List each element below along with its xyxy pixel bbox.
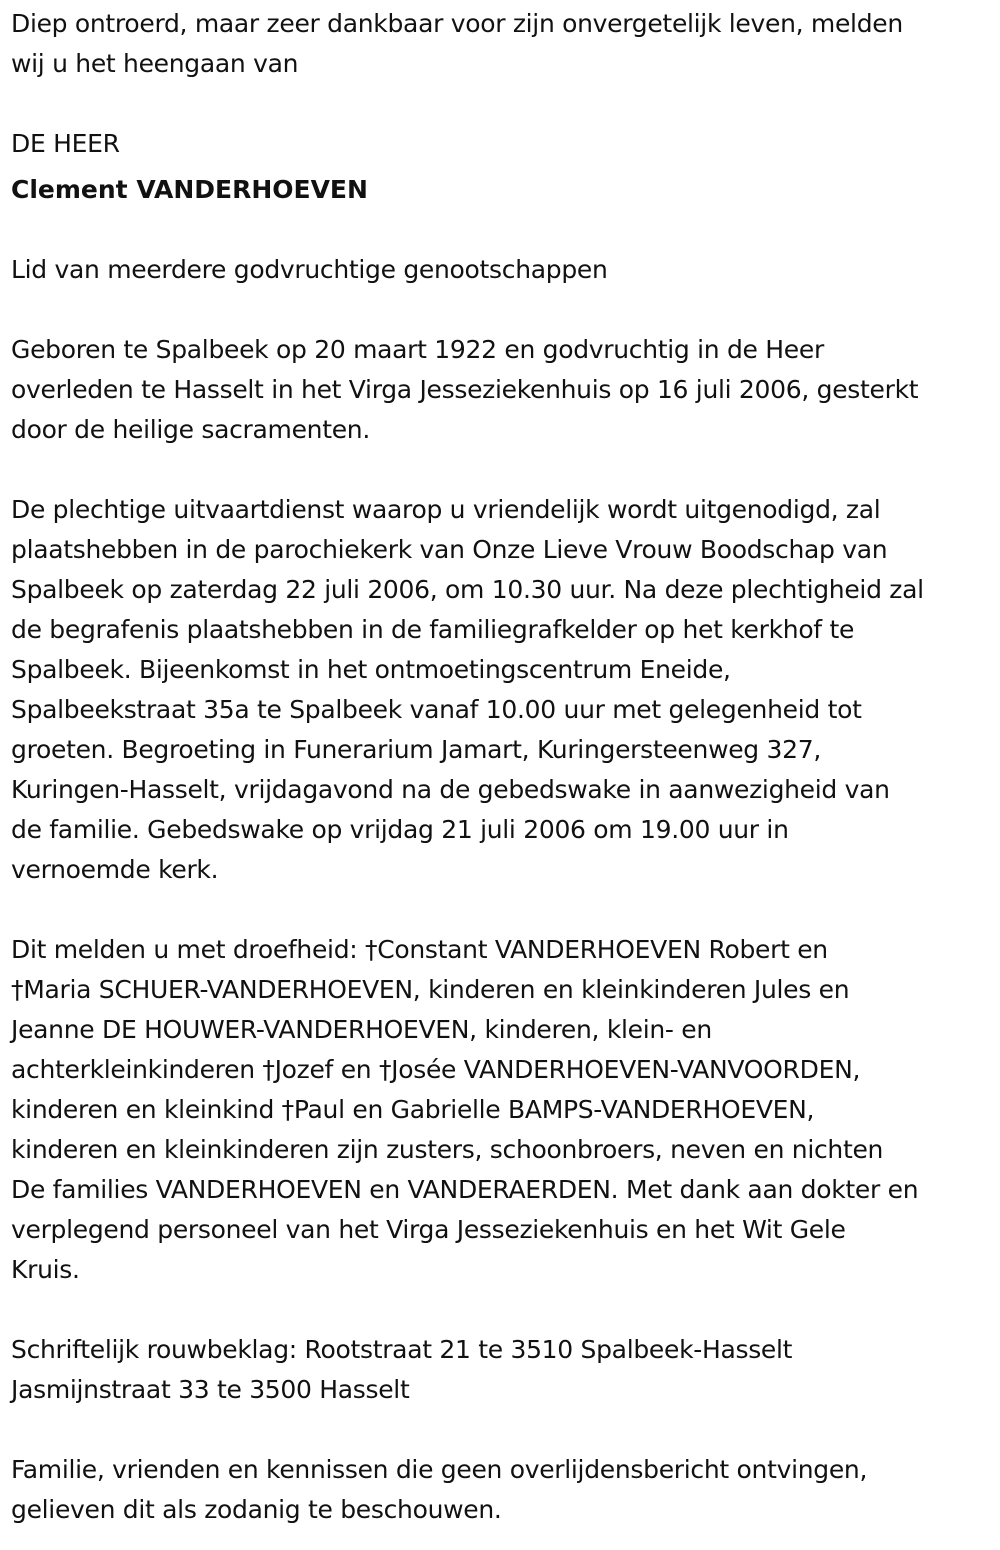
closing-paragraph [11,1450,996,1530]
text-line: Spalbeek op zaterdag 22 juli 2006, om 10.30 uur. Na deze plechtigheid zal [11,575,924,604]
membership-line: Lid van meerdere godvruchtige genootschappen [11,255,608,284]
condolences-paragraph [11,1330,996,1410]
text-line: overleden te Hasselt in het Virga Jesseziekenhuis op 16 juli 2006, gesterkt [11,375,919,404]
text-line: vernoemde kerk. [11,855,219,884]
text-line: Diep ontroerd, maar zeer dankbaar voor zijn onvergetelijk leven, melden [11,9,903,38]
text-line: wij u het heengaan van [11,49,299,78]
text-line: De plechtige uitvaartdienst waarop u vriendelijk wordt uitgenodigd, zal [11,495,881,524]
text-line: Familie, vrienden en kennissen die geen overlijdensbericht ontvingen, [11,1455,868,1484]
text-line: Jasmijnstraat 33 te 3500 Hasselt [11,1375,410,1404]
text-line: Kuringen-Hasselt, vrijdagavond na de gebedswake in aanwezigheid van [11,775,890,804]
birth-death-paragraph [11,330,996,450]
text-line: Dit melden u met droefheid: †Constant VANDERHOEVEN Robert en [11,935,828,964]
intro-paragraph [11,4,996,84]
text-line: Schriftelijk rouwbeklag: Rootstraat 21 te 3510 Spalbeek-Hasselt [11,1335,793,1364]
text-line: Spalbeek. Bijeenkomst in het ontmoetingscentrum Eneide, [11,655,731,684]
text-line: Geboren te Spalbeek op 20 maart 1922 en godvruchtig in de Heer [11,335,824,364]
text-line: gelieven dit als zodanig te beschouwen. [11,1495,502,1524]
text-line: De families VANDERHOEVEN en VANDERAERDEN. Met dank aan dokter en [11,1175,919,1204]
text-line: kinderen en kleinkinderen zijn zusters, schoonbroers, neven en nichten [11,1135,884,1164]
text-line: door de heilige sacramenten. [11,415,370,444]
honorific-title: DE HEER [11,129,120,158]
family-paragraph [11,930,996,1290]
text-line: de begrafenis plaatshebben in de familiegrafkelder op het kerkhof te [11,615,855,644]
text-line: plaatshebben in de parochiekerk van Onze Lieve Vrouw Boodschap van [11,535,888,564]
text-line: Kruis. [11,1255,80,1284]
text-line: Spalbeekstraat 35a te Spalbeek vanaf 10.00 uur met gelegenheid tot [11,695,862,724]
obituary-document [11,4,996,1530]
text-line: verplegend personeel van het Virga Jesseziekenhuis en het Wit Gele [11,1215,846,1244]
deceased-name: Clement VANDERHOEVEN [11,175,368,204]
text-line: groeten. Begroeting in Funerarium Jamart, Kuringersteenweg 327, [11,735,821,764]
text-line: achterkleinkinderen †Jozef en †Josée VANDERHOEVEN-VANVOORDEN, [11,1055,861,1084]
text-line: †Maria SCHUER-VANDERHOEVEN, kinderen en kleinkinderen Jules en [11,975,850,1004]
text-line: kinderen en kleinkind †Paul en Gabrielle BAMPS-VANDERHOEVEN, [11,1095,815,1124]
text-line: de familie. Gebedswake op vrijdag 21 juli 2006 om 19.00 uur in [11,815,789,844]
funeral-paragraph [11,490,996,890]
text-line: Jeanne DE HOUWER-VANDERHOEVEN, kinderen, klein- en [11,1015,712,1044]
